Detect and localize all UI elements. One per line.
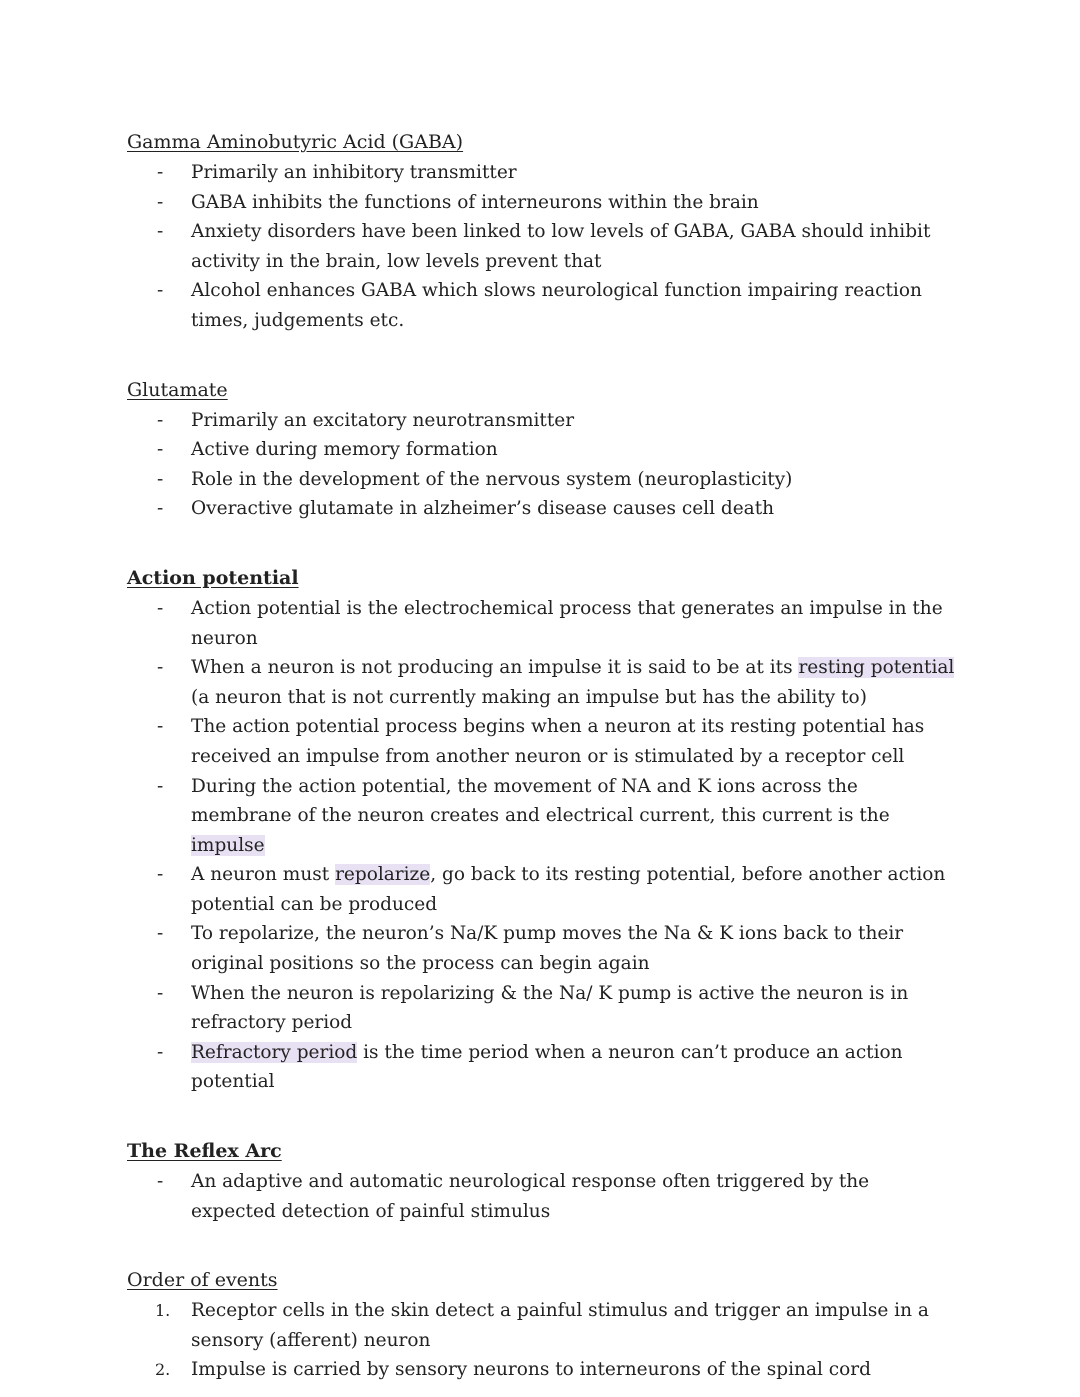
list-item: - Overactive glutamate in alzheimer’s disease causes cell death [127,494,957,524]
list-item: - To repolarize, the neuron’s Na/K pump moves the Na & K ions back to their original positions so the process can begin again [127,919,957,978]
section-action-potential [127,564,957,1097]
list-item: - GABA inhibits the functions of interneurons within the brain [127,188,957,218]
list-item: - Primarily an excitatory neurotransmitter [127,406,957,436]
list-item [127,860,957,919]
highlighted-term-refractory-period: Refractory period [191,1041,358,1063]
list-item: - Role in the development of the nervous system (neuroplasticity) [127,465,957,495]
list-item [127,653,957,712]
list-item: - Active during memory formation [127,435,957,465]
text-fragment: When a neuron is not producing an impulse it is said to be at its [191,657,799,679]
list-item-text: Impulse is carried by sensory neurons to interneurons of the spinal cord [191,1359,871,1381]
list-item-text: Receptor cells in the skin detect a painful stimulus and trigger an impulse in a sensory (afferent) neuron [191,1300,929,1351]
list-item: - When the neuron is repolarizing & the Na/ K pump is active the neuron is in refractory period [127,979,957,1038]
document-content [127,128,957,1385]
heading-order-of-events: Order of events [127,1269,278,1292]
heading-gaba: Gamma Aminobutyric Acid (GABA) [127,131,464,153]
list-item: - Action potential is the electrochemical process that generates an impulse in the neuron [127,594,957,653]
text-fragment: , go back to its resting potential, before another action potential can be produced [191,864,946,915]
highlighted-term-repolarize: repolarize [335,864,431,886]
list-number: 2. [155,1360,171,1380]
list-item [127,1296,957,1355]
list-action-potential [127,594,957,1097]
list-item: - The action potential process begins when a neuron at its resting potential has received an impulse from another neuron or is stimulated by a receptor cell [127,712,957,771]
list-order-of-events [127,1296,957,1385]
list-item: - Anxiety disorders have been linked to low levels of GABA, GABA should inhibit activity in the brain, low levels prevent that [127,217,957,276]
highlighted-term-impulse: impulse [191,834,265,856]
list-item [127,772,957,861]
list-glutamate [127,406,957,524]
text-fragment: A neuron must [191,864,336,886]
text-fragment: is the time period when a neuron can’t produce an action potential [191,1041,903,1093]
section-order-of-events [127,1266,957,1385]
list-item [127,1355,957,1385]
heading-reflex-arc: The Reflex Arc [127,1140,282,1163]
list-number: 1. [155,1301,171,1321]
highlighted-term-resting-potential: resting potential [798,657,955,679]
text-fragment: (a neuron that is not currently making an impulse but has the ability to) [191,686,867,708]
section-reflex-arc [127,1137,957,1226]
list-item: - An adaptive and automatic neurological response often triggered by the expected detection of painful stimulus [127,1167,957,1226]
list-reflex-arc [127,1167,957,1226]
heading-glutamate: Glutamate [127,378,228,401]
section-gaba [127,128,957,336]
list-item: - Primarily an inhibitory transmitter [127,158,957,188]
heading-action-potential: Action potential [127,566,299,589]
list-gaba [127,158,957,336]
list-item [127,1038,957,1097]
text-fragment: During the action potential, the movement of NA and K ions across the membrane of the neuron creates and electrical current, this current is the [191,775,890,827]
section-glutamate [127,376,957,524]
list-item: - Alcohol enhances GABA which slows neurological function impairing reaction times, judgements etc. [127,276,957,335]
